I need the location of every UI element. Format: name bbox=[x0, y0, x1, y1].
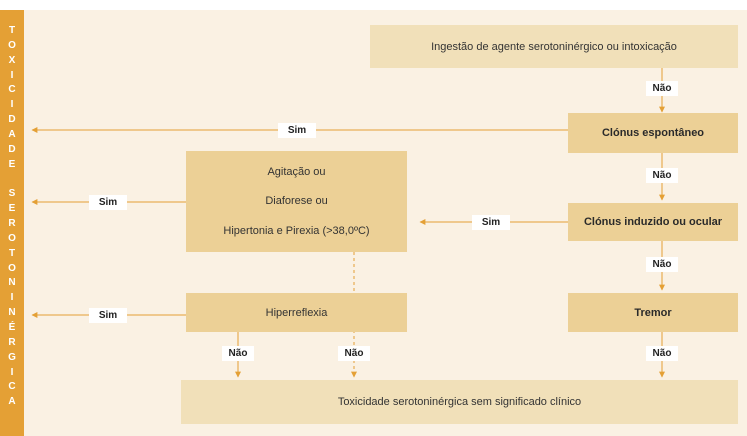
hyperreflexia-box: Hiperreflexia bbox=[186, 293, 407, 332]
side-label-letter: É bbox=[8, 322, 16, 333]
side-label-letter: O bbox=[8, 262, 16, 274]
agitation-box bbox=[186, 151, 407, 252]
start-box: Ingestão de agente serotoninérgico ou intoxicação bbox=[370, 25, 738, 68]
side-label-letter: E bbox=[8, 158, 16, 170]
side-label-letter: E bbox=[8, 203, 16, 215]
side-label-letter: I bbox=[10, 292, 14, 304]
side-label-letter: I bbox=[10, 366, 14, 378]
label-no-hyperreflexia: Não bbox=[222, 346, 254, 361]
side-label-letter: S bbox=[8, 188, 16, 200]
side-label-letter: A bbox=[8, 396, 16, 408]
label-yes-agitation: Sim bbox=[89, 195, 127, 210]
label-no-agitation: Não bbox=[338, 346, 370, 361]
side-label-letter: N bbox=[8, 277, 16, 289]
side-label-letter: R bbox=[8, 336, 16, 348]
label-yes-spontaneous: Sim bbox=[278, 123, 316, 138]
side-label-letter: X bbox=[8, 54, 16, 66]
side-label-letter: D bbox=[8, 114, 16, 126]
side-label-letter: T bbox=[8, 247, 16, 259]
outcome-box: Toxicidade serotoninérgica sem significado clínico bbox=[181, 380, 738, 424]
side-label-letter: C bbox=[8, 84, 16, 96]
side-label-letter: I bbox=[10, 69, 14, 81]
agitation-line-2: Diaforese ou bbox=[265, 195, 328, 208]
side-label-letter: O bbox=[8, 39, 16, 51]
spontaneous-clonus-box: Clónus espontâneo bbox=[568, 113, 738, 153]
induced-clonus-box: Clónus induzido ou ocular bbox=[568, 203, 738, 241]
side-label-letter: G bbox=[8, 351, 16, 363]
tremor-box: Tremor bbox=[568, 293, 738, 332]
side-label-letter: R bbox=[8, 218, 16, 230]
label-yes-induced: Sim bbox=[472, 215, 510, 230]
agitation-line-3: Hipertonia e Pirexia (>38,0ºC) bbox=[223, 225, 370, 238]
side-label-letter: N bbox=[8, 307, 16, 319]
label-yes-hyperreflexia: Sim bbox=[89, 308, 127, 323]
side-label-letter: I bbox=[10, 99, 14, 111]
label-no-start: Não bbox=[646, 81, 678, 96]
label-no-spontaneous: Não bbox=[646, 168, 678, 183]
side-label-letter: C bbox=[8, 381, 16, 393]
agitation-line-1: Agitação ou bbox=[267, 165, 326, 178]
side-label-letter: T bbox=[8, 25, 16, 36]
label-no-tremor: Não bbox=[646, 346, 678, 361]
side-label-letter: D bbox=[8, 143, 16, 155]
label-no-induced: Não bbox=[646, 257, 678, 272]
side-label-letter: A bbox=[8, 128, 16, 140]
side-label-letter: O bbox=[8, 232, 16, 244]
